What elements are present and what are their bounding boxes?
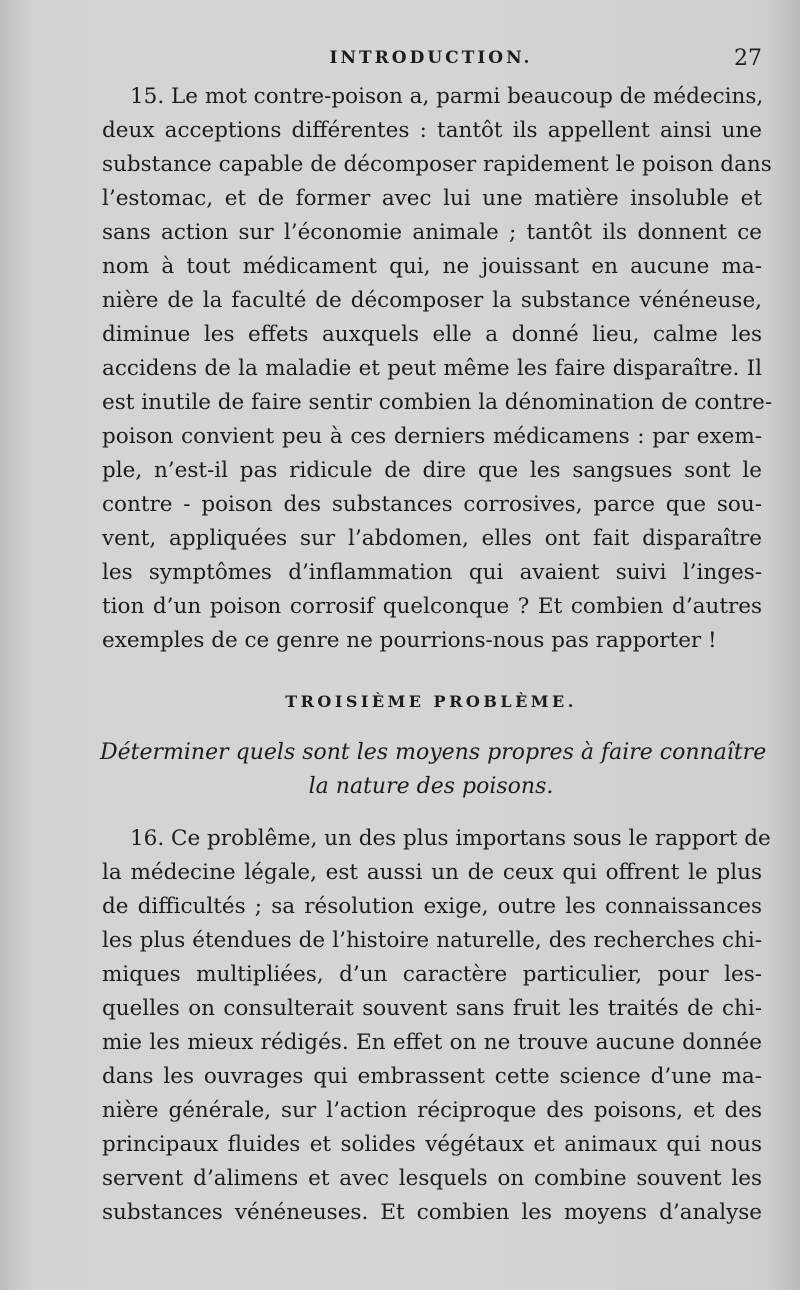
text-line: de difficultés ; sa résolution exige, outre les connaissances [102, 894, 762, 919]
text-line: tion d’un poison corrosif quelconque ? Et combien d’autres [102, 594, 762, 619]
problem-statement-line: la nature des poisons. [308, 774, 554, 799]
text-line: principaux fluides et solides végétaux et animaux qui nous [102, 1132, 762, 1157]
problem-statement [100, 736, 767, 804]
text-line: 15. Le mot contre-poison a, parmi beaucoup de médecins, [130, 84, 764, 109]
paragraph-15 [102, 80, 773, 658]
text-line: ple, n’est-il pas ridicule de dire que les sangsues sont le [102, 458, 762, 483]
text-line: diminue les effets auxquels elle a donné lieu, calme les [102, 322, 762, 347]
text-line: nom à tout médicament qui, ne jouissant en aucune ma- [102, 254, 762, 279]
text-line: poison convient peu à ces derniers médicamens : par exem- [102, 424, 762, 449]
page-number: 27 [734, 46, 762, 71]
text-line: contre - poison des substances corrosives, parce que sou- [102, 492, 762, 517]
text-line: dans les ouvrages qui embrassent cette science d’une ma- [102, 1064, 762, 1089]
text-line: les plus étendues de l’histoire naturelle, des recherches chi- [102, 928, 762, 953]
text-line: la médecine légale, est aussi un de ceux qui offrent le plus [102, 860, 762, 885]
text-line: sans action sur l’économie animale ; tantôt ils donnent ce [102, 220, 762, 245]
text-line: mie les mieux rédigés. En effet on ne trouve aucune donnée [102, 1030, 762, 1055]
text-line: deux acceptions différentes : tantôt ils appellent ainsi une [102, 118, 762, 143]
text-line: nière de la faculté de décomposer la substance vénéneuse, [102, 288, 762, 313]
text-line: nière générale, sur l’action réciproque des poisons, et des [102, 1098, 762, 1123]
text-line: est inutile de faire sentir combien la dénomination de contre- [102, 390, 773, 415]
text-line: servent d’alimens et avec lesquels on combine souvent les [102, 1166, 762, 1191]
section-heading: TROISIÈME PROBLÈME. [285, 692, 577, 711]
running-head [100, 48, 762, 74]
text-line: miques multipliées, d’un caractère particulier, pour les- [102, 962, 762, 987]
paragraph-16 [102, 822, 771, 1230]
text-line: vent, appliquées sur l’abdomen, elles ont fait disparaître [102, 526, 762, 551]
text-line: exemples de ce genre ne pourrions-nous pas rapporter ! [102, 628, 717, 653]
running-title: INTRODUCTION. [329, 48, 533, 68]
text-line: l’estomac, et de former avec lui une matière insoluble et [102, 186, 762, 211]
text-line: 16. Ce problême, un des plus importans sous le rapport de [130, 826, 771, 851]
problem-statement-line: Déterminer quels sont les moyens propres à faire connaître [100, 740, 767, 765]
text-line: accidens de la maladie et peut même les faire disparaître. Il [102, 356, 762, 381]
text-line: substances vénéneuses. Et combien les moyens d’analyse [102, 1200, 762, 1225]
text-line: les symptômes d’inflammation qui avaient suivi l’inges- [102, 560, 762, 585]
text-line: substance capable de décomposer rapidement le poison dans [102, 152, 772, 177]
text-line: quelles on consulterait souvent sans fruit les traités de chi- [102, 996, 762, 1021]
